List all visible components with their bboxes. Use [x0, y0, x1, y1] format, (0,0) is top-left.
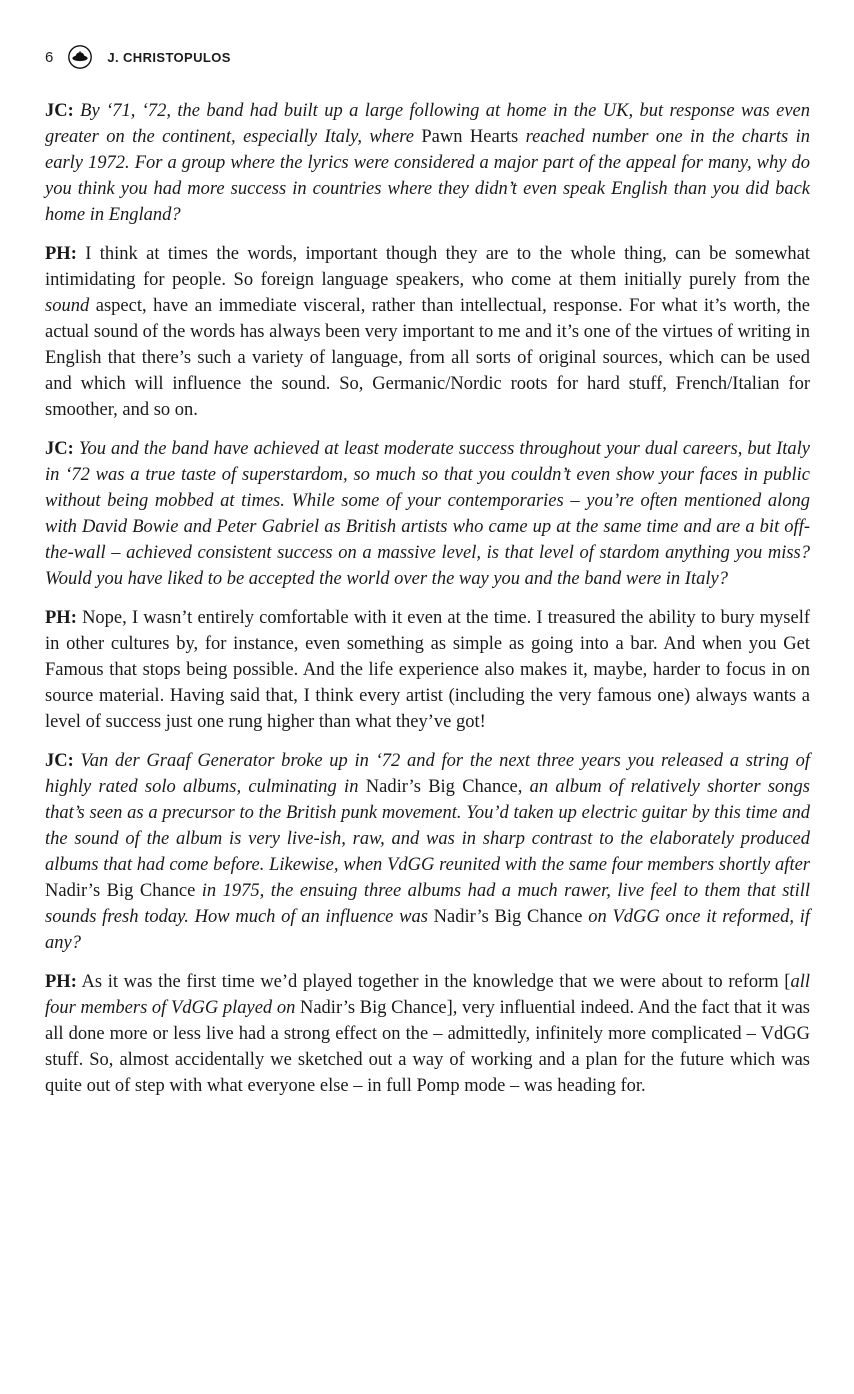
interview-text — [45, 98, 810, 1099]
running-head-author: J. CHRISTOPULOS — [107, 49, 231, 65]
speaker-label: JC: — [45, 751, 74, 771]
saucer-logo-icon — [67, 44, 93, 70]
speaker-label: JC: — [45, 101, 74, 121]
text-segment-roman: Nadir’s Big Chance, — [365, 777, 523, 797]
text-segment-italic: reached number one in the charts in early 1972. For a group where the lyrics were considered a major part of the appeal for many, why do you think you had more success in countries where they didn’t even speak English than you did back home in England? — [45, 127, 810, 225]
text-segment-italic: in 1975, the ensuing three albums had a much rawer, live feel to them that still sounds fresh today. How much of an influence was — [45, 881, 810, 927]
text-segment-italic: an album of relatively shorter songs that’s seen as a precursor to the British punk movement. You’d taken up electric guitar by this time and the sound of the album is very live-ish, raw, and was in sharp contrast to the elaborately produced albums that had come before. Likewise, when VdGG reunited with the same four members shortly after — [45, 777, 811, 875]
text-segment-roman: Nadir’s Big Chance — [433, 907, 583, 927]
interview-paragraph — [45, 605, 810, 735]
speaker-label: PH: — [45, 244, 77, 264]
interview-paragraph — [45, 98, 810, 228]
page-number: 6 — [45, 48, 54, 66]
text-segment-roman: I think at times the words, important though they are to the whole thing, can be somewhat intimidating for people. So foreign language speakers, who come at them initially purely from the — [45, 244, 811, 290]
text-segment-roman: Nadir’s Big Chance], very influential indeed. And the fact that it was all done more or less live had a strong effect on the – admittedly, infinitely more complicated – VdGG stuff. So, almost accidentally we sketched out a way of working and a plan for the future which was quite out of step with what everyone else – in full Pomp mode – was heading for. — [45, 998, 811, 1096]
speaker-label: PH: — [45, 972, 77, 992]
interview-paragraph — [45, 241, 810, 423]
text-segment-roman: aspect, have an immediate visceral, rather than intellectual, response. For what it’s worth, the actual sound of the words has always been very important to me and it’s one of the virtues of writing in English that there’s such a variety of language, from all sorts of original sources, which can be used and which will influence the sound. So, Germanic/Nordic roots for hard stuff, French/Italian for smoother, and so on. — [45, 296, 810, 420]
speaker-label: PH: — [45, 608, 77, 628]
text-segment-roman: Pawn Hearts — [421, 127, 519, 147]
page-header — [45, 44, 810, 70]
interview-paragraph — [45, 969, 810, 1099]
text-segment-roman: Nope, I wasn’t entirely comfortable with it even at the time. I treasured the ability to bury myself in other cultures by, for instance, even something as simple as going into a bar. And when you Get Famous that stops being possible. And the life experience also makes it, maybe, harder to focus in on source material. Having said that, I think every artist (including the very famous one) always wants a level of success just one rung higher than what they’ve got! — [45, 608, 811, 732]
text-segment-italic: By ‘71, ‘72, the band had built up a large following at home in the UK, but response was even greater on the continent, especially Italy, where — [45, 101, 810, 147]
interview-paragraph — [45, 436, 810, 592]
text-segment-italic: all four members of VdGG played on — [45, 972, 811, 1018]
text-segment-roman: Nadir’s Big Chance — [45, 881, 196, 901]
text-segment-italic: You and the band have achieved at least moderate success throughout your dual careers, but Italy in ‘72 was a true taste of superstardom, so much so that you couldn’t even show your faces in public without being mobbed at times. While some of your contemporaries – you’re often mentioned along with David Bowie and Peter Gabriel as British artists who came up at the same time and are a bit off-the-wall – achieved consistent success on a massive level, is that level of stardom anything you miss? Would you have liked to be accepted the world over the way you and the band were in Italy? — [45, 439, 811, 589]
speaker-label: JC: — [45, 439, 74, 459]
text-segment-italic: Van der Graaf Generator broke up in ‘72 and for the next three years you released a string of highly rated solo albums, culminating in — [45, 751, 810, 797]
interview-paragraph — [45, 748, 810, 956]
text-segment-italic: on VdGG once it reformed, if any? — [45, 907, 811, 953]
text-segment-roman: As it was the first time we’d played together in the knowledge that we were about to reform [ — [81, 972, 791, 992]
text-segment-italic: sound — [45, 296, 90, 316]
